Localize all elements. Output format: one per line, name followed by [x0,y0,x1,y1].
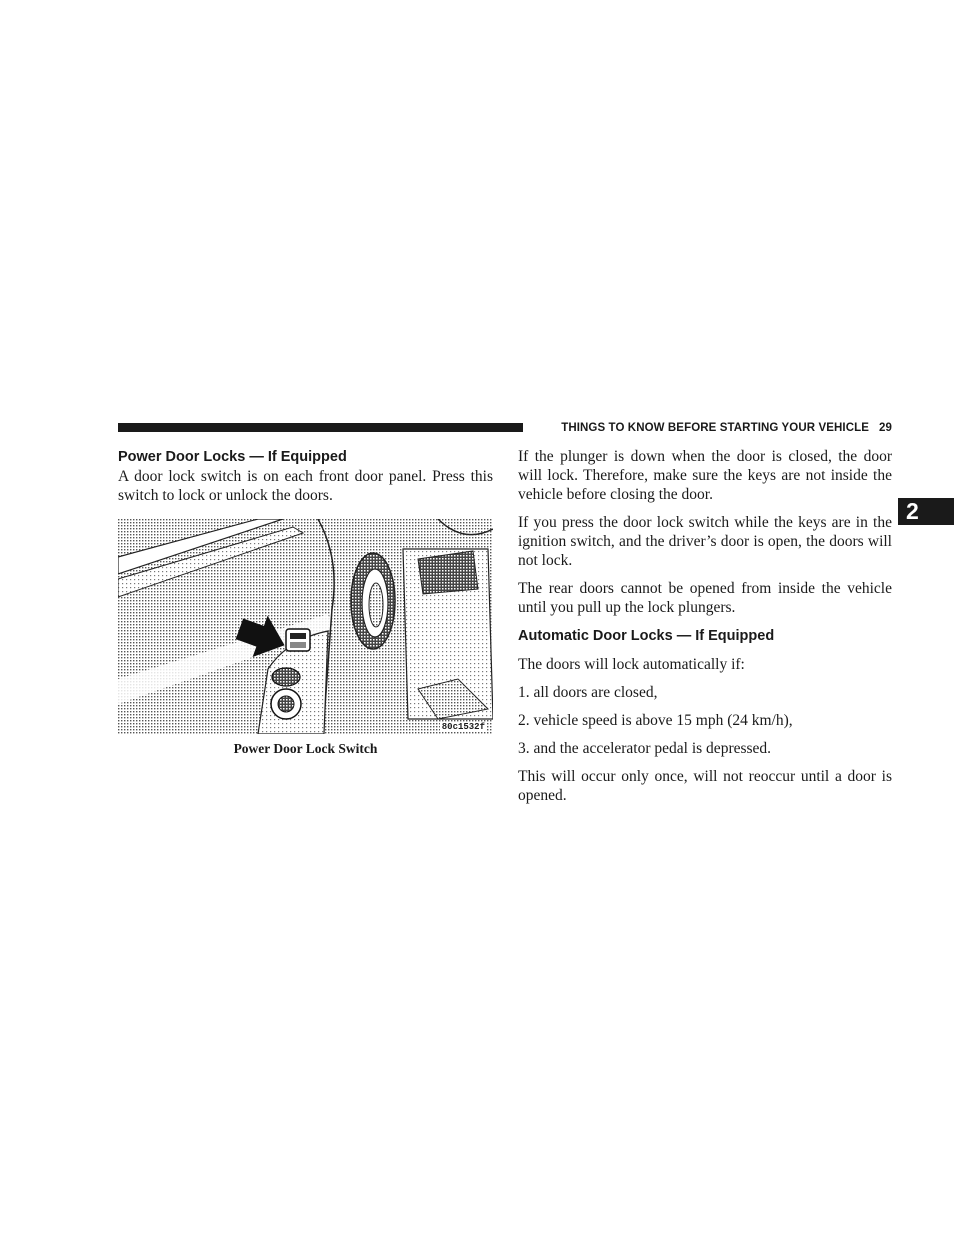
door-lock-illustration [118,519,493,734]
running-head-title: THINGS TO KNOW BEFORE STARTING YOUR VEHICLE [561,422,869,434]
auto-lock-intro: The doors will lock automatically if: [518,656,745,673]
figure-code: 80c1532f [441,722,485,732]
list-item: 1. all doors are closed, [518,684,658,701]
section-heading-power-door-locks: Power Door Locks — If Equipped [118,449,347,465]
left-column [118,447,493,758]
section-heading-automatic-door-locks: Automatic Door Locks — If Equipped [518,628,775,644]
paragraph-rear-doors: The rear doors cannot be opened from inside the vehicle until you pull up the lock plungers. [518,580,892,616]
closing-paragraph: This will occur only once, will not reoccur until a door is opened. [518,768,892,804]
door-panel-drawing [118,519,493,734]
page-number: 29 [879,422,892,434]
running-head [526,420,892,436]
paragraph-keys-in-ignition: If you press the door lock switch while the keys are in the ignition switch, and the driver’s door is open, the doors will not lock. [518,514,892,569]
list-item: 2. vehicle speed is above 15 mph (24 km/h), [518,712,793,729]
intro-paragraph: A door lock switch is on each front door panel. Press this switch to lock or unlock the doors. [118,468,493,504]
paragraph-plunger: If the plunger is down when the door is closed, the door will lock. Therefore, make sure the keys are not inside the vehicle before closing the door. [518,448,892,503]
right-column [518,447,892,814]
figure-caption: Power Door Lock Switch [233,741,378,756]
chapter-tab[interactable]: 2 [898,498,954,525]
list-item: 3. and the accelerator pedal is depressed. [518,740,772,757]
header-rule [118,423,523,432]
